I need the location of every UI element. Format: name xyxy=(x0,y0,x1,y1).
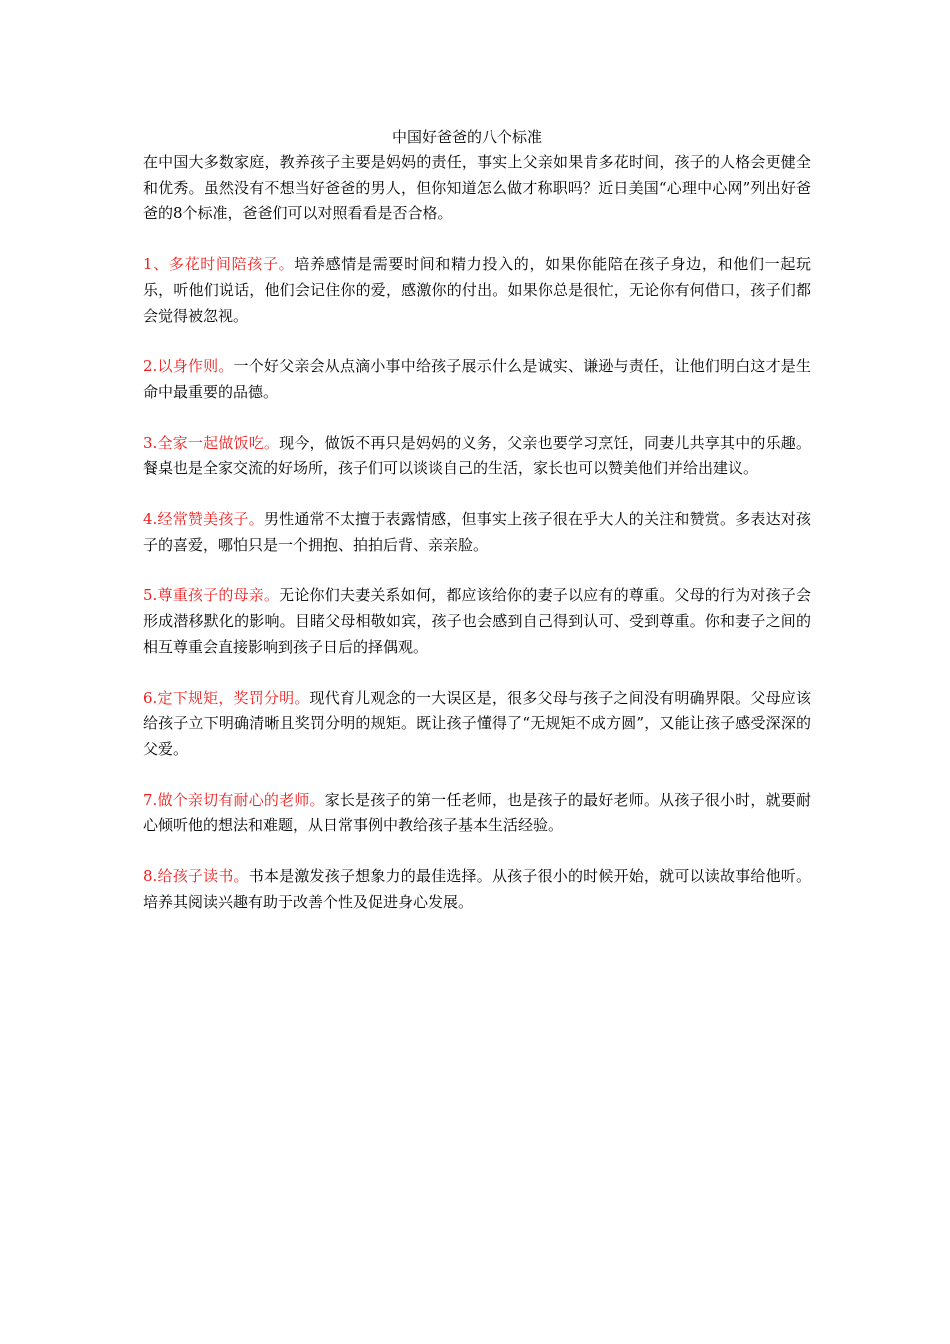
standard-body: 培养感情是需要时间和精力投入的，如果你能陪在孩子身边，和他们一起玩乐，听他们说话，他们会记住你的爱，感激你的付出。如果你总是很忙，无论你有何借口，孩子们都会觉得被忽视。 xyxy=(143,255,811,325)
standard-item-2 xyxy=(143,354,811,405)
standard-heading: 6.定下规矩，奖罚分明。 xyxy=(143,688,310,707)
standard-body: 家长是孩子的第一任老师，也是孩子的最好老师。从孩子很小时，就要耐心倾听他的想法和难题，从日常事例中教给孩子基本生活经验。 xyxy=(143,790,811,835)
standard-item-7 xyxy=(143,788,811,839)
standard-body: 无论你们夫妻关系如何，都应该给你的妻子以应有的尊重。父母的行为对孩子会形成潜移默化的影响。目睹父母相敬如宾，孩子也会感到自己得到认可、受到尊重。你和妻子之间的相互尊重会直接影响到孩子日后的择偶观。 xyxy=(143,586,812,656)
document-title: 中国好爸爸的八个标准 xyxy=(391,128,542,146)
standard-body: 现今，做饭不再只是妈妈的义务，父亲也要学习烹饪，同妻儿共享其中的乐趣。餐桌也是全家交流的好场所，孩子们可以谈谈自己的生活，家长也可以赞美他们并给出建议。 xyxy=(143,433,812,478)
document-body xyxy=(143,125,811,915)
standard-item-1 xyxy=(143,252,811,329)
intro-paragraph: 在中国大多数家庭，教养孩子主要是妈妈的责任，事实上父亲如果肯多花时间，孩子的人格会更健全和优秀。虽然没有不想当好爸爸的男人，但你知道怎么做才称职吗？近日美国“心理中心网”列出好爸爸的8个标准，爸爸们可以对照看看是否合格。 xyxy=(143,153,811,223)
standard-item-5 xyxy=(143,583,811,660)
standard-body: 男性通常不太擅于表露情感，但事实上孩子很在乎大人的关注和赞赏。多表达对孩子的喜爱，哪怕只是一个拥抱、拍拍后背、亲亲脸。 xyxy=(143,510,811,554)
standard-heading: 3.全家一起做饭吃。 xyxy=(143,433,280,452)
standard-item-4 xyxy=(143,507,811,558)
standard-heading: 5.尊重孩子的母亲。 xyxy=(143,586,280,605)
standard-body: 现代育儿观念的一大误区是，很多父母与孩子之间没有明确界限。父母应该给孩子立下明确清晰且奖罚分明的规矩。既让孩子懂得了“无规矩不成方圆”，又能让孩子感受深深的父爱。 xyxy=(143,688,811,758)
standard-body: 书本是激发孩子想象力的最佳选择。从孩子很小的时候开始，就可以读故事给他听。培养其阅读兴趣有助于改善个性及促进身心发展。 xyxy=(143,867,811,911)
standard-item-6 xyxy=(143,686,811,763)
standard-item-3 xyxy=(143,431,811,482)
standard-heading: 7.做个亲切有耐心的老师。 xyxy=(143,790,325,809)
standard-item-8 xyxy=(143,864,811,915)
standard-heading: 1、多花时间陪孩子。 xyxy=(143,255,295,274)
standard-heading: 4.经常赞美孩子。 xyxy=(143,510,264,529)
standard-heading: 8.给孩子读书。 xyxy=(143,867,249,886)
standard-body: 一个好父亲会从点滴小事中给孩子展示什么是诚实、谦逊与责任，让他们明白这才是生命中最重要的品德。 xyxy=(143,357,811,401)
standard-heading: 2.以身作则。 xyxy=(143,357,234,376)
